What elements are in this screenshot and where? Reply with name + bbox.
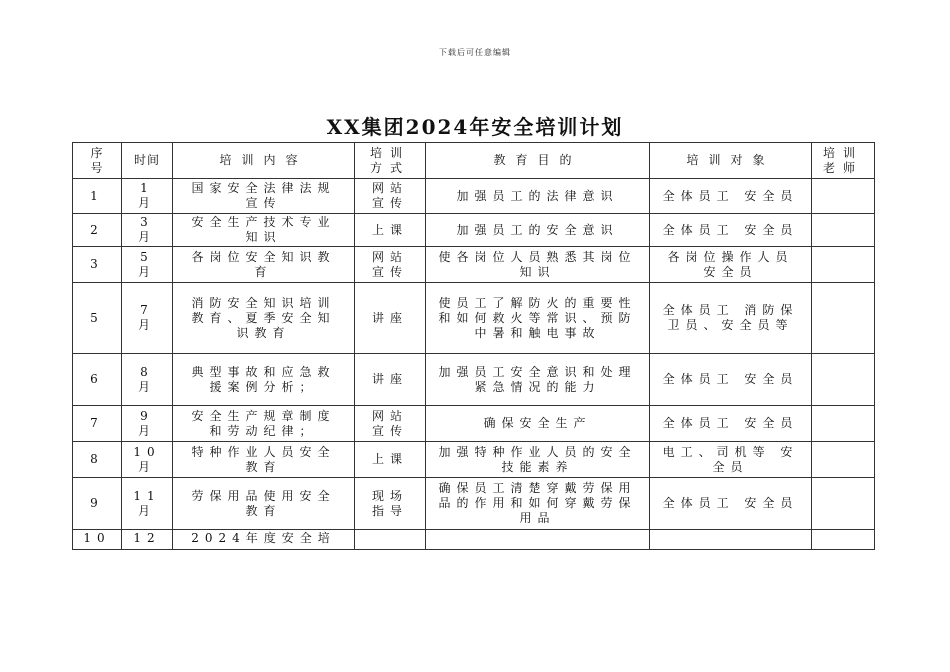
cell-time: 8月 — [122, 354, 173, 406]
cell-goal: 加强员工的安全意识 — [426, 214, 650, 247]
cell-content: 安全生产技术专业知识 — [173, 214, 355, 247]
table-row — [73, 478, 875, 530]
col-header-goal: 教育目的 — [426, 143, 650, 179]
cell-target: 全体员工 安全员 — [650, 354, 812, 406]
cell-method: 讲座 — [355, 283, 426, 354]
cell-teacher — [812, 354, 875, 406]
cell-teacher — [812, 442, 875, 478]
cell-teacher — [812, 406, 875, 442]
cell-goal: 加强员工的法律意识 — [426, 179, 650, 214]
cell-method: 网站宣传 — [355, 247, 426, 283]
cell-target: 各岗位操作人员 安全员 — [650, 247, 812, 283]
cell-teacher — [812, 214, 875, 247]
cell-seq: 2 — [73, 214, 122, 247]
cell-time: 5月 — [122, 247, 173, 283]
table-row — [73, 354, 875, 406]
cell-goal: 加强特种作业人员的安全技能素养 — [426, 442, 650, 478]
cell-method: 现场指导 — [355, 478, 426, 530]
table-row — [73, 530, 875, 550]
cell-target: 全体员工 安全员 — [650, 478, 812, 530]
cell-target: 电工、司机等 安全员 — [650, 442, 812, 478]
cell-target: 全体员工 消防保卫员、安全员等 — [650, 283, 812, 354]
header-note: 下载后可任意编辑 — [439, 48, 511, 57]
cell-content: 安全生产规章制度和劳动纪律； — [173, 406, 355, 442]
cell-seq: 6 — [73, 354, 122, 406]
document-title: XX集团2024年安全培训计划 — [326, 115, 624, 139]
cell-target — [650, 530, 812, 550]
col-header-target: 培训对象 — [650, 143, 812, 179]
cell-seq: 1 — [73, 179, 122, 214]
cell-goal: 加强员工安全意识和处理紧急情况的能力 — [426, 354, 650, 406]
cell-teacher — [812, 247, 875, 283]
cell-time: 11月 — [122, 478, 173, 530]
table-row — [73, 283, 875, 354]
cell-teacher — [812, 530, 875, 550]
cell-seq: 5 — [73, 283, 122, 354]
col-header-teacher: 培训老师 — [812, 143, 875, 179]
col-header-time: 时间 — [122, 143, 173, 179]
cell-seq: 3 — [73, 247, 122, 283]
training-plan-table — [72, 142, 875, 550]
cell-time: 7月 — [122, 283, 173, 354]
cell-target: 全体员工 安全员 — [650, 214, 812, 247]
cell-content: 劳保用品使用安全教育 — [173, 478, 355, 530]
cell-method — [355, 530, 426, 550]
cell-seq: 10 — [73, 530, 122, 550]
col-header-content: 培训内容 — [173, 143, 355, 179]
cell-method: 网站宣传 — [355, 179, 426, 214]
cell-teacher — [812, 179, 875, 214]
cell-seq: 7 — [73, 406, 122, 442]
table-row — [73, 179, 875, 214]
cell-seq: 9 — [73, 478, 122, 530]
cell-method: 讲座 — [355, 354, 426, 406]
cell-goal: 使员工了解防火的重要性和如何救火等常识、预防中暑和触电事故 — [426, 283, 650, 354]
cell-content: 典型事故和应急救援案例分析； — [173, 354, 355, 406]
cell-goal: 使各岗位人员熟悉其岗位知识 — [426, 247, 650, 283]
col-header-seq: 序号 — [73, 143, 122, 179]
table-row — [73, 442, 875, 478]
cell-time: 3月 — [122, 214, 173, 247]
cell-time: 1月 — [122, 179, 173, 214]
cell-time: 10月 — [122, 442, 173, 478]
cell-content: 特种作业人员安全教育 — [173, 442, 355, 478]
table-row — [73, 406, 875, 442]
cell-teacher — [812, 478, 875, 530]
cell-time: 9月 — [122, 406, 173, 442]
cell-method: 上课 — [355, 214, 426, 247]
cell-goal: 确保安全生产 — [426, 406, 650, 442]
cell-seq: 8 — [73, 442, 122, 478]
cell-target: 全体员工 安全员 — [650, 406, 812, 442]
cell-goal — [426, 530, 650, 550]
cell-goal: 确保员工清楚穿戴劳保用品的作用和如何穿戴劳保用品 — [426, 478, 650, 530]
table-row — [73, 214, 875, 247]
table-header-row — [73, 143, 875, 179]
cell-content: 2024年度安全培 — [173, 530, 355, 550]
cell-content: 消防安全知识培训教育、夏季安全知识教育 — [173, 283, 355, 354]
cell-method: 网站宣传 — [355, 406, 426, 442]
table-row — [73, 247, 875, 283]
col-header-method: 培训方式 — [355, 143, 426, 179]
cell-teacher — [812, 283, 875, 354]
cell-time: 12 — [122, 530, 173, 550]
cell-content: 国家安全法律法规宣传 — [173, 179, 355, 214]
cell-content: 各岗位安全知识教育 — [173, 247, 355, 283]
cell-method: 上课 — [355, 442, 426, 478]
cell-target: 全体员工 安全员 — [650, 179, 812, 214]
